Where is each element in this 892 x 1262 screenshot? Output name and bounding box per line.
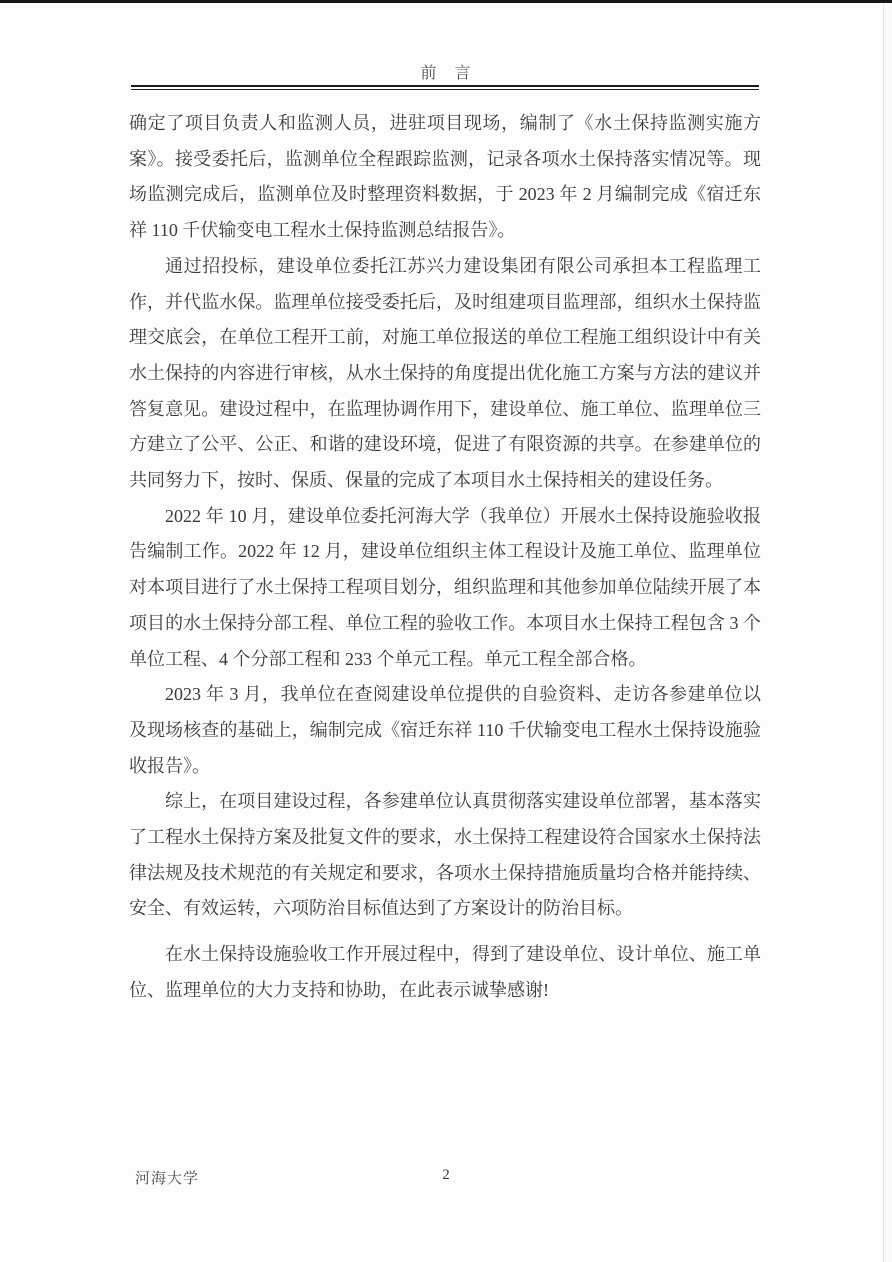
paragraph-5: 综上，在项目建设过程，各参建单位认真贯彻落实建设单位部署，基本落实了工程水土保持方案及批复文件的要求，水土保持工程建设符合国家水土保持法律法规及技术规范的有关规定和要求，各项水土保持措施质量均合格并能持续、安全、有效运转，六项防治目标值达到了方案设计的防治目标。 [129,791,761,919]
page-header-title: 前 言 [420,65,472,82]
scan-right-edge [883,3,884,1262]
scan-top-edge [0,0,892,3]
paragraph-6: 在水土保持设施验收工作开展过程中，得到了建设单位、设计单位、施工单位、监理单位的大力支持和协助，在此表示诚挚感谢! [129,944,761,1000]
footer-page-number: 2 [442,1167,450,1183]
document-body [129,106,761,1009]
paragraph-3: 2022 年 10 月，建设单位委托河海大学（我单位）开展水土保持设施验收报告编制工作。2022 年 12 月，建设单位组织主体工程设计及施工单位、监理单位对本项目进行了水土保持工程项目划分，组织监理和其他参加单位陆续开展了本项目的水土保持分部工程、单位工程的验收工作。本项目水土保持工程包含 3 个单位工程、4 个分部工程和 233 个单元工程。单元工程全部合格。 [129,505,761,669]
scan-right-gutter [884,3,892,1262]
paragraph-2: 通过招投标，建设单位委托江苏兴力建设集团有限公司承担本工程监理工作，并代监水保。监理单位接受委托后，及时组建项目监理部，组织水土保持监理交底会，在单位工程开工前，对施工单位报送的单位工程施工组织设计中有关水土保持的内容进行审核，从水土保持的角度提出优化施工方案与方法的建议并答复意见。建设过程中，在监理协调作用下，建设单位、施工单位、监理单位三方建立了公平、公正、和谐的建设环境，促进了有限资源的共享。在参建单位的共同努力下，按时、保质、保量的完成了本项目水土保持相关的建设任务。 [129,255,761,491]
paragraph-4: 2023 年 3 月，我单位在查阅建设单位提供的自验资料、走访各参建单位以及现场核查的基础上，编制完成《宿迁东祥 110 千伏输变电工程水土保持设施验收报告》。 [129,684,761,776]
header-rule [131,85,759,90]
footer-institution: 河海大学 [135,1171,200,1187]
paragraph-1: 确定了项目负责人和监测人员，进驻项目现场，编制了《水土保持监测实施方案》。接受委托后，监测单位全程跟踪监测，记录各项水土保持落实情况等。现场监测完成后，监测单位及时整理资料数据，于 2023 年 2 月编制完成《宿迁东祥 110 千伏输变电工程水土保持监测总结报告》。 [129,113,761,241]
